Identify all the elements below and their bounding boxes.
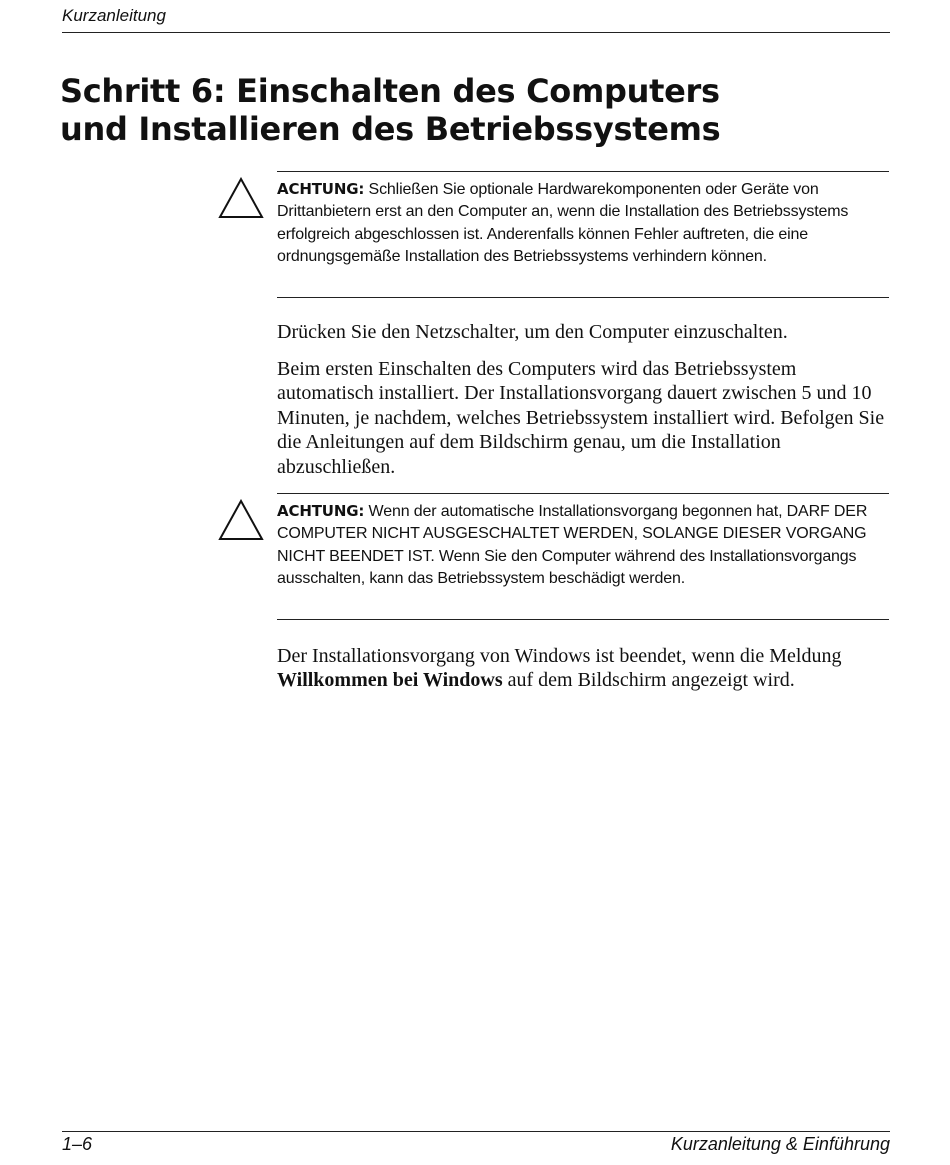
caution-label: ACHTUNG:	[277, 502, 365, 520]
body-paragraph: Drücken Sie den Netzschalter, um den Computer einzuschalten.	[277, 321, 788, 343]
body-paragraph: Beim ersten Einschalten des Computers wird das Betriebssystem automatisch installiert. Der Installationsvorgang dauert zwischen 5 und 10 Minuten, je nachdem, welches Betriebssystem installiert wird. Befolgen Sie die Anleitungen auf dem Bildschirm genau, um die Installation abzuschließen.	[277, 358, 885, 478]
caution-label: ACHTUNG:	[277, 180, 365, 198]
page-number: 1–6	[62, 1134, 93, 1154]
emphasized-message: Willkommen bei Windows	[277, 669, 503, 692]
paragraph-text: Der Installationsvorgang von Windows ist beendet, wenn die Meldung	[277, 645, 842, 667]
body-paragraph	[277, 644, 889, 693]
footer-book-title: Kurzanleitung & Einführung	[670, 1134, 890, 1154]
caution-note	[277, 493, 889, 620]
page-title	[60, 72, 820, 148]
caution-triangle-icon	[218, 177, 264, 219]
footer-rule	[62, 1131, 890, 1132]
paragraph-text: auf dem Bildschirm angezeigt wird.	[507, 669, 795, 692]
page-title-line-2: und Installieren des Betriebssystems	[60, 110, 721, 148]
caution-text: Wenn der automatische Installationsvorgang begonnen hat, DARF DER COMPUTER NICHT AUSGESCHALTET WERDEN, SOLANGE DIESER VORGANG NICHT BEENDET IST. Wenn Sie den Computer während des Installationsvorgangs ausschalten, kann das Betriebssystem beschädigt werden.	[277, 503, 868, 588]
header-rule	[62, 32, 890, 33]
caution-text: Schließen Sie optionale Hardwarekomponenten oder Geräte von Drittanbietern erst an den Computer an, wenn die Installation des Betriebssystems erfolgreich abgeschlossen ist. Anderenfalls können Fehler auftreten, die eine ordnungsgemäße Installation des Betriebssystems verhindern können.	[277, 181, 849, 266]
caution-triangle-icon	[218, 499, 264, 541]
caution-note	[277, 171, 889, 298]
page-title-line-1: Schritt 6: Einschalten des Computers	[60, 72, 720, 110]
running-header: Kurzanleitung	[62, 6, 166, 25]
